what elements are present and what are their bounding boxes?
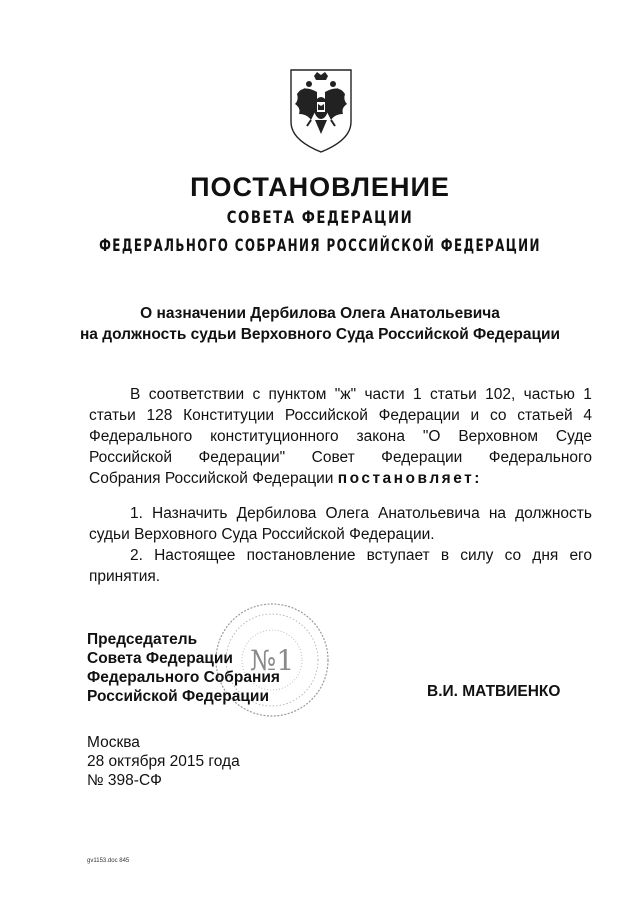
issuer-line-1: СОВЕТА ФЕДЕРАЦИИ — [226, 208, 414, 228]
stamp-number: №1 — [249, 644, 295, 677]
item-2-line-2: принятия. — [89, 568, 161, 585]
issuer-line-2: ФЕДЕРАЛЬНОГО СОБРАНИЯ РОССИЙСКОЙ ФЕДЕРАЦИИ — [99, 236, 541, 256]
place-city: Москва — [87, 734, 140, 751]
signatory-title-line-4: Российской Федерации — [87, 688, 269, 705]
signatory-title-line-2: Совета Федерации — [87, 650, 233, 667]
item-1-line-1: 1. Назначить Дербилова Олега Анатольевича на должность — [130, 505, 592, 522]
file-code: gv1153.doc 845 — [87, 858, 130, 864]
preamble-line-5: Собрания Российской Федерации постановляет: — [89, 470, 482, 487]
document-date: 28 октября 2015 года — [87, 753, 240, 770]
item-1-line-2: судьи Верховного Суда Российской Федерации. — [89, 526, 435, 543]
resolution-verb: постановляет: — [337, 470, 482, 487]
document-type-title: ПОСТАНОВЛЕНИЕ — [190, 172, 450, 202]
subject-line-1: О назначении Дербилова Олега Анатольевича — [140, 305, 500, 322]
signatory-title-line-1: Председатель — [87, 631, 198, 648]
preamble-line-1: В соответствии с пунктом "ж" части 1 статьи 102, частью 1 — [130, 386, 592, 403]
signatory-title-line-3: Федерального Собрания — [87, 669, 280, 686]
item-2-line-1: 2. Настоящее постановление вступает в силу со дня его — [130, 547, 592, 564]
signatory-name: В.И. МАТВИЕНКО — [427, 683, 561, 700]
preamble-line-2: статьи 128 Конституции Российской Федерации и со статьей 4 — [89, 407, 592, 424]
subject-line-2: на должность судьи Верховного Суда Российской Федерации — [79, 326, 561, 343]
preamble-line-4: Российской Федерации" Совет Федерации Федерального — [89, 449, 592, 466]
preamble-line-3: Федерального конституционного закона "О Верховном Суде — [89, 428, 592, 445]
document-number: № 398-СФ — [87, 772, 162, 789]
russian-double-headed-eagle-icon — [287, 64, 355, 154]
